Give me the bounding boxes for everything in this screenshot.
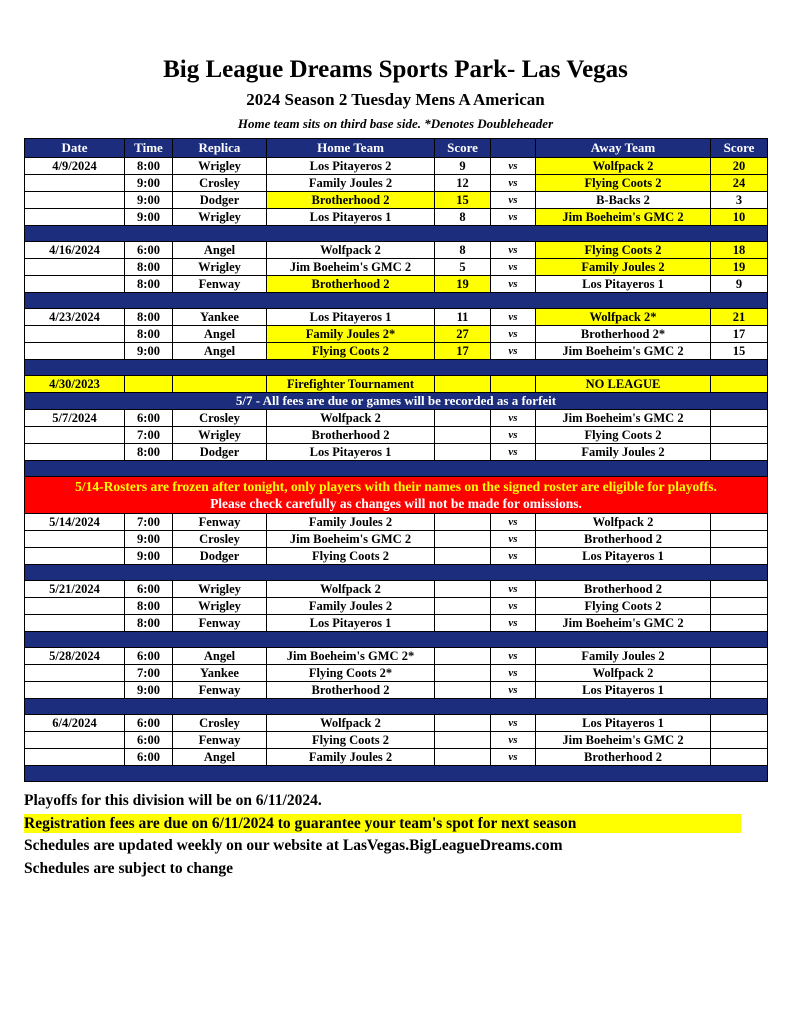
home-score-cell: [435, 427, 491, 444]
away-score-cell: 10: [711, 209, 768, 226]
registration-note: Registration fees are due on 6/11/2024 to guarantee your team's spot for next season: [24, 814, 741, 833]
separator-band: [25, 226, 768, 242]
date-cell: 4/16/2024: [25, 242, 125, 259]
away-team-cell: B-Backs 2: [536, 192, 711, 209]
home-score-cell: 12: [435, 175, 491, 192]
separator-band: [25, 360, 768, 376]
away-team-cell: Flying Coots 2: [536, 427, 711, 444]
date-cell: [25, 326, 125, 343]
away-team-cell: Family Joules 2: [536, 648, 711, 665]
date-cell: [25, 259, 125, 276]
time-cell: 9:00: [125, 192, 173, 209]
away-score-cell: [711, 648, 768, 665]
away-team-cell: Flying Coots 2: [536, 598, 711, 615]
home-score-cell: [435, 615, 491, 632]
separator-band: [25, 699, 768, 715]
game-row: [25, 309, 768, 326]
vs-label: vs: [491, 531, 536, 548]
game-row: [25, 209, 768, 226]
time-cell: 8:00: [125, 615, 173, 632]
date-cell: [25, 548, 125, 565]
home-score-cell: 9: [435, 158, 491, 175]
time-cell: [125, 376, 173, 393]
game-row: [25, 749, 768, 766]
date-cell: 5/7/2024: [25, 410, 125, 427]
vs-label: vs: [491, 259, 536, 276]
home-team-cell: Los Pitayeros 1: [267, 615, 435, 632]
date-cell: 4/9/2024: [25, 158, 125, 175]
vs-label: vs: [491, 276, 536, 293]
home-score-cell: [435, 514, 491, 531]
away-score-cell: [711, 581, 768, 598]
date-cell: [25, 749, 125, 766]
vs-label: vs: [491, 548, 536, 565]
vs-label: vs: [491, 242, 536, 259]
game-row: [25, 242, 768, 259]
date-cell: 4/23/2024: [25, 309, 125, 326]
replica-cell: Dodger: [173, 548, 267, 565]
home-team-cell: Family Joules 2: [267, 749, 435, 766]
vs-label: vs: [491, 581, 536, 598]
home-team-cell: Wolfpack 2: [267, 410, 435, 427]
replica-cell: Wrigley: [173, 598, 267, 615]
away-score-cell: 17: [711, 326, 768, 343]
home-team-cell: Flying Coots 2: [267, 548, 435, 565]
away-score-cell: [711, 749, 768, 766]
date-cell: [25, 444, 125, 461]
home-score-cell: 5: [435, 259, 491, 276]
replica-cell: Crosley: [173, 715, 267, 732]
roster-alert-line1: 5/14-Rosters are frozen after tonight, only players with their names on the signed roster are eligible for playoffs.: [75, 479, 717, 495]
vs-label: vs: [491, 343, 536, 360]
away-team-cell: Wolfpack 2: [536, 665, 711, 682]
game-row: [25, 276, 768, 293]
time-cell: 8:00: [125, 326, 173, 343]
home-team-cell: Los Pitayeros 1: [267, 444, 435, 461]
separator-row: [25, 632, 768, 648]
date-cell: [25, 427, 125, 444]
away-score-cell: 3: [711, 192, 768, 209]
game-row: [25, 715, 768, 732]
replica-cell: Crosley: [173, 175, 267, 192]
away-team-cell: Flying Coots 2: [536, 175, 711, 192]
home-score-cell: 11: [435, 309, 491, 326]
time-cell: 8:00: [125, 444, 173, 461]
table-header-row: [25, 139, 768, 158]
home-score-cell: [435, 665, 491, 682]
time-cell: 9:00: [125, 548, 173, 565]
home-team-cell: Los Pitayeros 1: [267, 209, 435, 226]
home-team-cell: Family Joules 2: [267, 598, 435, 615]
away-score-cell: [711, 410, 768, 427]
game-row: [25, 175, 768, 192]
vs-label: vs: [491, 209, 536, 226]
replica-cell: Crosley: [173, 410, 267, 427]
home-team-cell: Family Joules 2: [267, 514, 435, 531]
away-team-cell: Wolfpack 2: [536, 514, 711, 531]
home-team-cell: Wolfpack 2: [267, 581, 435, 598]
home-score-cell: [435, 444, 491, 461]
date-cell: 5/21/2024: [25, 581, 125, 598]
away-score-cell: [711, 598, 768, 615]
home-team-cell: Family Joules 2: [267, 175, 435, 192]
website-note: Schedules are updated weekly on our website at LasVegas.BigLeagueDreams.com: [24, 837, 563, 855]
away-score-cell: 19: [711, 259, 768, 276]
away-score-cell: [711, 682, 768, 699]
home-team-cell: Brotherhood 2: [267, 427, 435, 444]
home-score-cell: [435, 749, 491, 766]
away-team-cell: Brotherhood 2*: [536, 326, 711, 343]
separator-row: [25, 565, 768, 581]
replica-cell: Crosley: [173, 531, 267, 548]
home-score-cell: [435, 715, 491, 732]
game-row: [25, 648, 768, 665]
col-header-replica: Replica: [173, 139, 267, 158]
vs-label: vs: [491, 615, 536, 632]
away-team-cell: Los Pitayeros 1: [536, 682, 711, 699]
away-score-cell: [711, 514, 768, 531]
away-score-cell: [711, 715, 768, 732]
date-cell: [25, 276, 125, 293]
date-cell: 6/4/2024: [25, 715, 125, 732]
date-cell: [25, 192, 125, 209]
home-score-cell: 19: [435, 276, 491, 293]
tournament-row: [25, 376, 768, 393]
away-team-cell: Brotherhood 2: [536, 749, 711, 766]
game-row: [25, 326, 768, 343]
game-row: [25, 343, 768, 360]
game-row: [25, 444, 768, 461]
home-score-cell: [435, 531, 491, 548]
away-team-cell: Family Joules 2: [536, 444, 711, 461]
separator-row: [25, 226, 768, 242]
game-row: [25, 427, 768, 444]
time-cell: 6:00: [125, 732, 173, 749]
away-score-cell: [711, 376, 768, 393]
date-cell: 4/30/2023: [25, 376, 125, 393]
replica-cell: Fenway: [173, 682, 267, 699]
away-team-cell: Jim Boeheim's GMC 2: [536, 615, 711, 632]
schedule-body: [25, 158, 768, 782]
vs-label: vs: [491, 444, 536, 461]
col-header-time: Time: [125, 139, 173, 158]
date-cell: [25, 665, 125, 682]
separator-band: [25, 293, 768, 309]
home-score-cell: 15: [435, 192, 491, 209]
time-cell: 9:00: [125, 343, 173, 360]
date-cell: [25, 175, 125, 192]
away-score-cell: [711, 732, 768, 749]
page-footer: [24, 791, 791, 878]
away-team-cell: Brotherhood 2: [536, 581, 711, 598]
tournament-label: Firefighter Tournament: [267, 376, 435, 393]
col-header-home-team: Home Team: [267, 139, 435, 158]
roster-alert-line2: Please check carefully as changes will not be made for omissions.: [210, 496, 582, 512]
away-score-cell: 9: [711, 276, 768, 293]
time-cell: 6:00: [125, 715, 173, 732]
game-row: [25, 192, 768, 209]
replica-cell: Yankee: [173, 665, 267, 682]
date-cell: [25, 209, 125, 226]
away-score-cell: 18: [711, 242, 768, 259]
time-cell: 8:00: [125, 309, 173, 326]
vs-label: vs: [491, 175, 536, 192]
time-cell: 6:00: [125, 581, 173, 598]
replica-cell: Wrigley: [173, 581, 267, 598]
separator-band: [25, 461, 768, 477]
roster-alert-row: [25, 477, 768, 514]
time-cell: 7:00: [125, 665, 173, 682]
away-team-cell: Wolfpack 2*: [536, 309, 711, 326]
page-subtitle: 2024 Season 2 Tuesday Mens A American: [246, 89, 545, 109]
time-cell: 8:00: [125, 276, 173, 293]
time-cell: 8:00: [125, 598, 173, 615]
away-team-cell: Los Pitayeros 1: [536, 715, 711, 732]
away-team-cell: Wolfpack 2: [536, 158, 711, 175]
home-team-cell: Flying Coots 2: [267, 343, 435, 360]
home-team-cell: Brotherhood 2: [267, 276, 435, 293]
time-cell: 6:00: [125, 648, 173, 665]
home-team-cell: Flying Coots 2*: [267, 665, 435, 682]
game-row: [25, 682, 768, 699]
home-score-cell: [435, 548, 491, 565]
date-cell: 5/14/2024: [25, 514, 125, 531]
replica-cell: Angel: [173, 343, 267, 360]
home-team-cell: Jim Boeheim's GMC 2: [267, 259, 435, 276]
away-score-cell: 21: [711, 309, 768, 326]
subject-to-change-note: Schedules are subject to change: [24, 859, 233, 877]
game-row: [25, 259, 768, 276]
away-team-cell: Los Pitayeros 1: [536, 548, 711, 565]
vs-label: vs: [491, 732, 536, 749]
separator-band: [25, 766, 768, 782]
time-cell: 6:00: [125, 410, 173, 427]
game-row: [25, 410, 768, 427]
away-score-cell: 20: [711, 158, 768, 175]
time-cell: 9:00: [125, 682, 173, 699]
date-cell: 5/28/2024: [25, 648, 125, 665]
away-team-cell: Jim Boeheim's GMC 2: [536, 410, 711, 427]
home-team-cell: Jim Boeheim's GMC 2: [267, 531, 435, 548]
date-cell: [25, 682, 125, 699]
replica-cell: Fenway: [173, 732, 267, 749]
home-team-cell: Brotherhood 2: [267, 682, 435, 699]
time-cell: 8:00: [125, 158, 173, 175]
schedule-table: [24, 138, 768, 782]
replica-cell: Dodger: [173, 444, 267, 461]
game-row: [25, 581, 768, 598]
vs-label: vs: [491, 158, 536, 175]
home-team-cell: Family Joules 2*: [267, 326, 435, 343]
away-score-cell: [711, 665, 768, 682]
roster-alert: [25, 477, 768, 514]
home-team-cell: Wolfpack 2: [267, 242, 435, 259]
replica-cell: Dodger: [173, 192, 267, 209]
vs-label: vs: [491, 682, 536, 699]
vs-label: vs: [491, 410, 536, 427]
time-cell: 6:00: [125, 242, 173, 259]
separator-row: [25, 699, 768, 715]
col-header-date: Date: [25, 139, 125, 158]
away-team-cell: Jim Boeheim's GMC 2: [536, 343, 711, 360]
home-score-cell: [435, 581, 491, 598]
col-header-home-score: Score: [435, 139, 491, 158]
vs-label: vs: [491, 309, 536, 326]
separator-band: [25, 632, 768, 648]
fees-notice-text: 5/7 - All fees are due or games will be recorded as a forfeit: [25, 393, 768, 410]
away-score-cell: 15: [711, 343, 768, 360]
game-row: [25, 598, 768, 615]
replica-cell: Wrigley: [173, 259, 267, 276]
date-cell: [25, 598, 125, 615]
away-score-cell: 24: [711, 175, 768, 192]
time-cell: 8:00: [125, 259, 173, 276]
home-score-cell: [435, 376, 491, 393]
home-score-cell: 8: [435, 242, 491, 259]
game-row: [25, 531, 768, 548]
vs-label: vs: [491, 192, 536, 209]
replica-cell: Wrigley: [173, 209, 267, 226]
home-score-cell: [435, 732, 491, 749]
home-score-cell: 8: [435, 209, 491, 226]
separator-band: [25, 565, 768, 581]
replica-cell: Fenway: [173, 276, 267, 293]
home-score-cell: [435, 648, 491, 665]
time-cell: 9:00: [125, 175, 173, 192]
game-row: [25, 732, 768, 749]
replica-cell: Wrigley: [173, 158, 267, 175]
date-cell: [25, 732, 125, 749]
vs-label: vs: [491, 514, 536, 531]
home-team-cell: Flying Coots 2: [267, 732, 435, 749]
page-header: [0, 0, 791, 132]
vs-label: vs: [491, 326, 536, 343]
home-team-cell: Los Pitayeros 1: [267, 309, 435, 326]
away-team-cell: Family Joules 2: [536, 259, 711, 276]
home-score-cell: 27: [435, 326, 491, 343]
away-team-cell: Los Pitayeros 1: [536, 276, 711, 293]
playoffs-note: Playoffs for this division will be on 6/11/2024.: [24, 792, 322, 810]
separator-row: [25, 360, 768, 376]
time-cell: 6:00: [125, 749, 173, 766]
game-row: [25, 514, 768, 531]
replica-cell: Wrigley: [173, 427, 267, 444]
away-score-cell: [711, 615, 768, 632]
vs-label: vs: [491, 665, 536, 682]
home-team-cell: Los Pitayeros 2: [267, 158, 435, 175]
time-cell: 9:00: [125, 209, 173, 226]
vs-label: vs: [491, 648, 536, 665]
col-header-away-team: Away Team: [536, 139, 711, 158]
away-score-cell: [711, 427, 768, 444]
away-score-cell: [711, 531, 768, 548]
game-row: [25, 158, 768, 175]
game-row: [25, 548, 768, 565]
separator-row: [25, 461, 768, 477]
date-cell: [25, 615, 125, 632]
home-score-cell: [435, 682, 491, 699]
away-team-cell: Jim Boeheim's GMC 2: [536, 209, 711, 226]
away-team-cell: Jim Boeheim's GMC 2: [536, 732, 711, 749]
replica-cell: Angel: [173, 326, 267, 343]
replica-cell: [173, 376, 267, 393]
replica-cell: Yankee: [173, 309, 267, 326]
vs-label: vs: [491, 598, 536, 615]
home-score-cell: [435, 598, 491, 615]
fees-notice-row: [25, 393, 768, 410]
away-team-cell: Flying Coots 2: [536, 242, 711, 259]
col-header-vs: [491, 139, 536, 158]
vs-label: vs: [491, 427, 536, 444]
away-score-cell: [711, 548, 768, 565]
home-score-cell: 17: [435, 343, 491, 360]
replica-cell: Angel: [173, 242, 267, 259]
schedule-note: Home team sits on third base side. *Denotes Doubleheader: [237, 116, 554, 132]
game-row: [25, 615, 768, 632]
page-title: Big League Dreams Sports Park- Las Vegas: [163, 56, 628, 83]
home-team-cell: Brotherhood 2: [267, 192, 435, 209]
time-cell: 9:00: [125, 531, 173, 548]
separator-row: [25, 293, 768, 309]
home-score-cell: [435, 410, 491, 427]
vs-label: vs: [491, 715, 536, 732]
time-cell: 7:00: [125, 427, 173, 444]
no-league-label: NO LEAGUE: [536, 376, 711, 393]
date-cell: [25, 343, 125, 360]
time-cell: 7:00: [125, 514, 173, 531]
home-team-cell: Jim Boeheim's GMC 2*: [267, 648, 435, 665]
game-row: [25, 665, 768, 682]
date-cell: [25, 531, 125, 548]
replica-cell: Fenway: [173, 615, 267, 632]
home-team-cell: Wolfpack 2: [267, 715, 435, 732]
replica-cell: Angel: [173, 749, 267, 766]
col-header-away-score: Score: [711, 139, 768, 158]
replica-cell: Fenway: [173, 514, 267, 531]
away-team-cell: Brotherhood 2: [536, 531, 711, 548]
vs-label: vs: [491, 749, 536, 766]
replica-cell: Angel: [173, 648, 267, 665]
separator-row: [25, 766, 768, 782]
away-score-cell: [711, 444, 768, 461]
vs-cell: [491, 376, 536, 393]
